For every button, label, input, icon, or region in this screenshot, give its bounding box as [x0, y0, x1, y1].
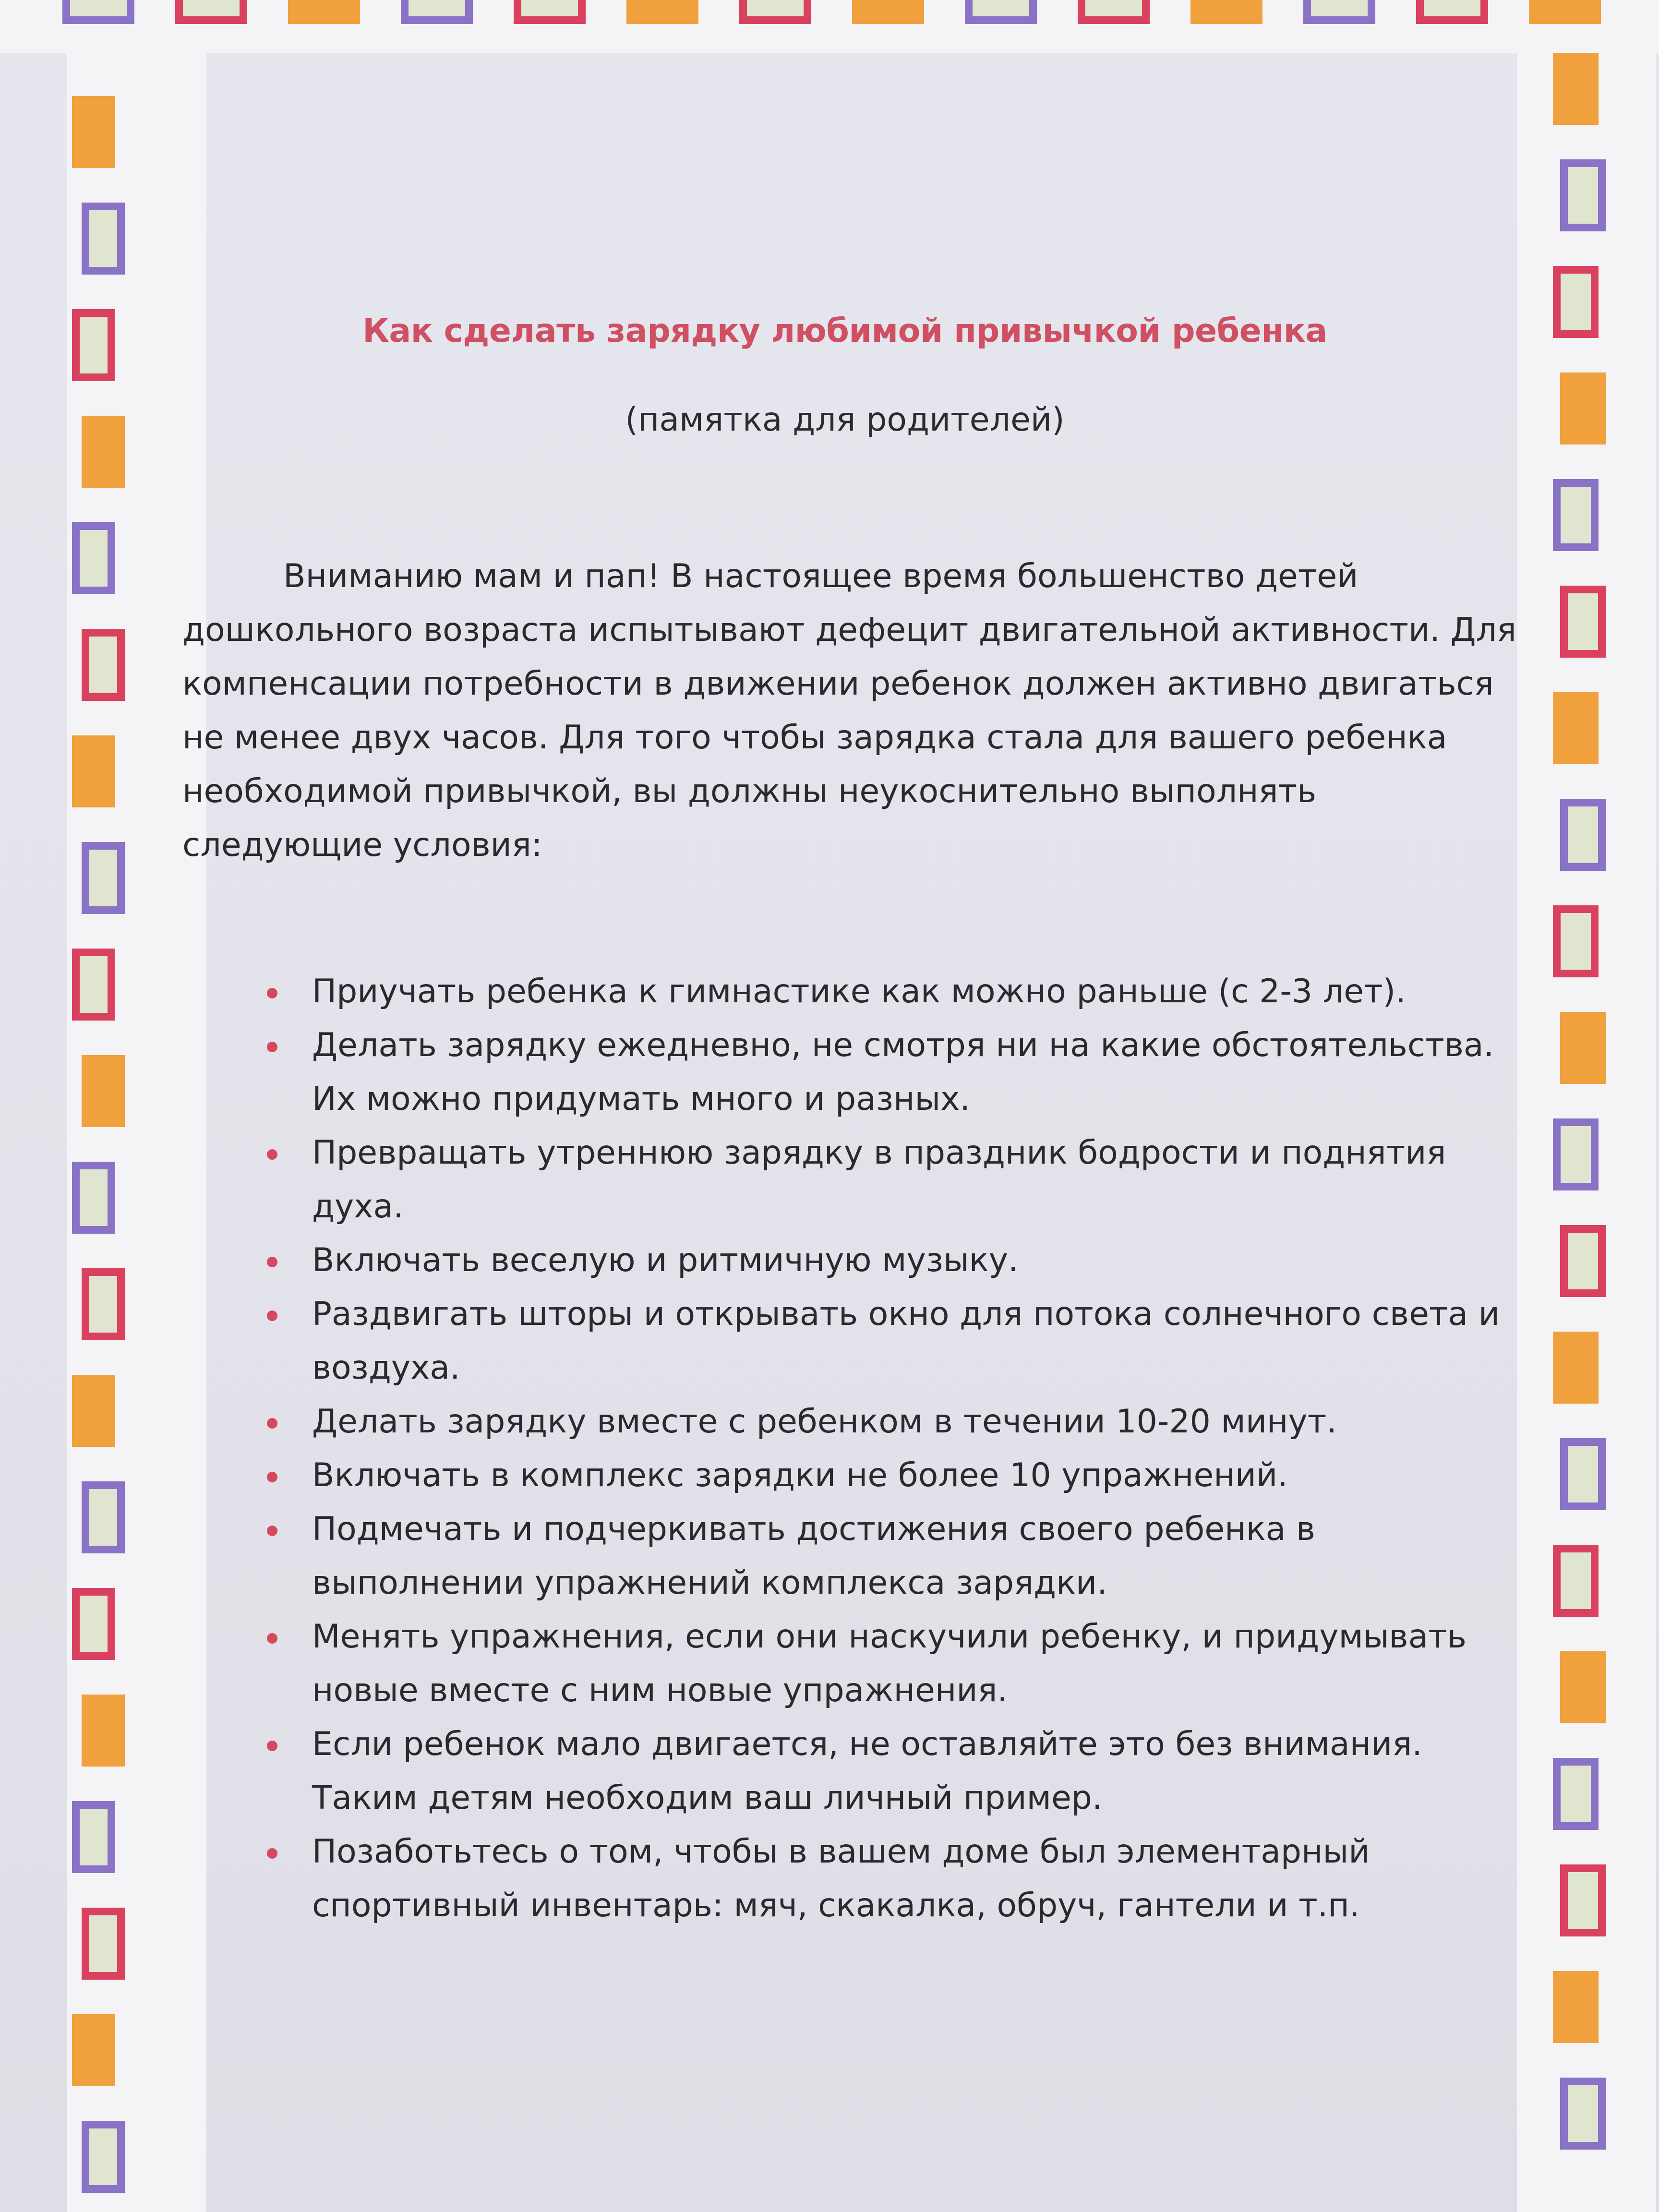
orange-square-icon [852, 0, 924, 24]
pink-square-icon [514, 0, 586, 24]
conditions-list [264, 965, 1531, 1933]
orange-square-icon [1553, 53, 1599, 125]
purple-square-icon [82, 2121, 125, 2193]
orange-square-icon [82, 1055, 125, 1127]
pink-square-icon [1416, 0, 1488, 24]
purple-square-icon [72, 1162, 115, 1234]
purple-square-icon [62, 0, 134, 24]
bullet-icon [267, 1149, 277, 1160]
document-subtitle: (памятка для родителей) [625, 401, 1065, 439]
purple-square-icon [1303, 0, 1375, 24]
orange-square-icon [626, 0, 698, 24]
list-item: Превращать утреннюю зарядку в праздник бодрости и поднятия духа. [264, 1126, 1531, 1234]
top-border-strip [0, 0, 1659, 53]
purple-square-icon [82, 842, 125, 914]
list-item: Делать зарядку вместе с ребенком в течении 10-20 минут. [264, 1395, 1531, 1449]
pink-square-icon [739, 0, 811, 24]
bullet-icon [267, 1526, 277, 1536]
purple-square-icon [1553, 1758, 1599, 1830]
pink-square-icon [82, 1268, 125, 1340]
purple-square-icon [1560, 2078, 1606, 2150]
bullet-icon [267, 1633, 277, 1644]
orange-square-icon [72, 96, 115, 168]
purple-square-icon [401, 0, 473, 24]
list-item: Подмечать и подчеркивать достижения своего ребенка в выполнении упражнений комплекса зарядки. [264, 1503, 1531, 1610]
pink-square-icon [1553, 266, 1599, 338]
pink-square-icon [82, 629, 125, 701]
purple-square-icon [82, 203, 125, 275]
orange-square-icon [82, 1695, 125, 1767]
orange-square-icon [1553, 692, 1599, 764]
purple-square-icon [965, 0, 1037, 24]
list-item: Если ребенок мало двигается, не оставляйте это без внимания. Таким детям необходим ваш личный пример. [264, 1718, 1531, 1825]
orange-square-icon [1553, 1971, 1599, 2043]
orange-square-icon [72, 735, 115, 807]
purple-square-icon [1553, 479, 1599, 551]
bullet-icon [267, 988, 277, 998]
pink-square-icon [175, 0, 247, 24]
pink-square-icon [1560, 1864, 1606, 1936]
pink-square-icon [1560, 1225, 1606, 1297]
bullet-icon [267, 1848, 277, 1859]
bullet-icon [267, 1042, 277, 1052]
pink-square-icon [72, 949, 115, 1021]
purple-square-icon [1560, 159, 1606, 231]
purple-square-icon [1560, 1438, 1606, 1510]
bullet-icon [267, 1257, 277, 1267]
list-item: Включать веселую и ритмичную музыку. [264, 1234, 1531, 1287]
purple-square-icon [72, 1801, 115, 1873]
list-item: Делать зарядку ежедневно, не смотря ни на какие обстоятельства. Их можно придумать много и разных. [264, 1019, 1531, 1126]
intro-paragraph: Вниманию мам и пап! В настоящее время большенство детей дошкольного возраста испытывают дефецит двигательной активности. Для компенсации потребности в движении ребенок должен активно двигаться не менее двух часов. Для того чтобы зарядка стала для вашего ребенка необходимой привычкой, вы должны неукоснительно выполнять следующие условия: [182, 557, 1516, 864]
pink-square-icon [1553, 1545, 1599, 1617]
list-item: Раздвигать шторы и открывать окно для потока солнечного света и воздуха. [264, 1287, 1531, 1395]
pink-square-icon [1560, 586, 1606, 658]
orange-square-icon [1560, 373, 1606, 445]
pink-square-icon [1078, 0, 1150, 24]
list-item: Менять упражнения, если они наскучили ребенку, и придумывать новые вместе с ним новые упражнения. [264, 1610, 1531, 1718]
orange-square-icon [288, 0, 360, 24]
pink-square-icon [82, 1908, 125, 1980]
orange-square-icon [1560, 1012, 1606, 1084]
purple-square-icon [1553, 1118, 1599, 1190]
bullet-icon [267, 1472, 277, 1482]
purple-square-icon [1560, 799, 1606, 871]
orange-square-icon [72, 2014, 115, 2086]
bullet-icon [267, 1418, 277, 1429]
pink-square-icon [1553, 905, 1599, 977]
orange-square-icon [1190, 0, 1262, 24]
pink-square-icon [72, 1588, 115, 1660]
orange-square-icon [1553, 1332, 1599, 1404]
orange-square-icon [1529, 0, 1601, 24]
list-item: Приучать ребенка к гимнастике как можно раньше (с 2-3 лет). [264, 965, 1531, 1019]
orange-square-icon [82, 416, 125, 488]
orange-square-icon [72, 1375, 115, 1447]
pink-square-icon [72, 309, 115, 381]
bullet-icon [267, 1310, 277, 1321]
list-item: Включать в комплекс зарядки не более 10 упражнений. [264, 1449, 1531, 1503]
list-item: Позаботьтесь о том, чтобы в вашем доме был элементарный спортивный инвентарь: мяч, скакалка, обруч, гантели и т.п. [264, 1825, 1531, 1933]
purple-square-icon [82, 1481, 125, 1553]
document-title: Как сделать зарядку любимой привычкой ребенка [362, 312, 1327, 350]
purple-square-icon [72, 522, 115, 594]
bullet-icon [267, 1741, 277, 1751]
orange-square-icon [1560, 1651, 1606, 1723]
